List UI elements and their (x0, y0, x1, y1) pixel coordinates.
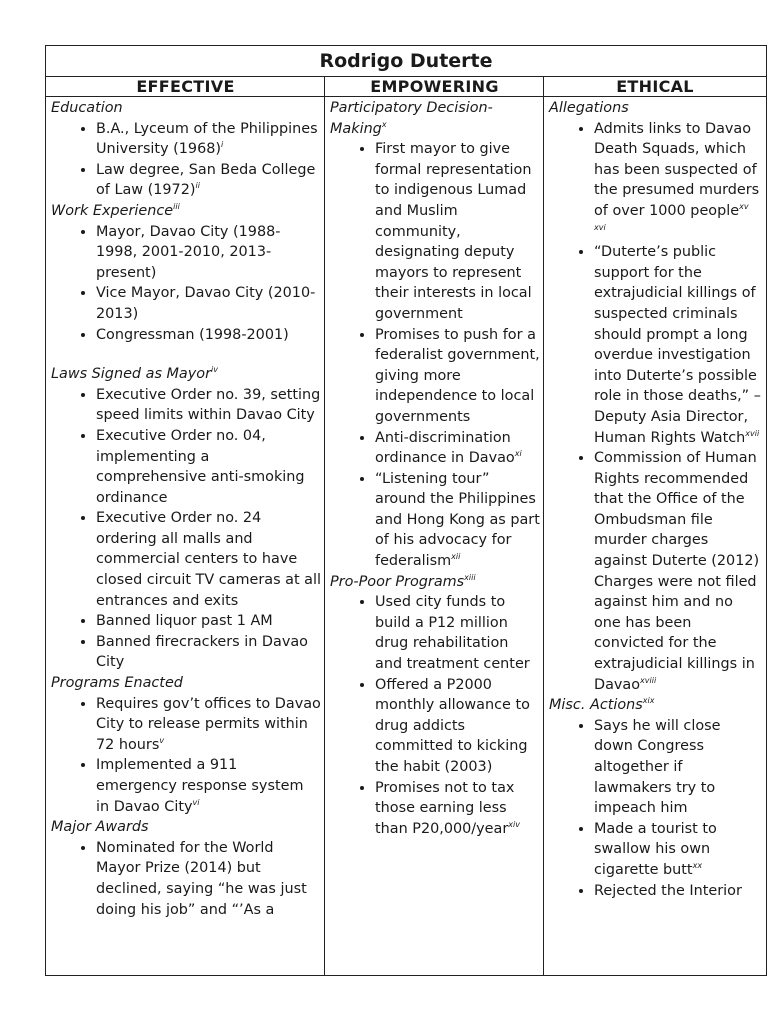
bullet-item (375, 139, 540, 324)
bullet-item (96, 426, 321, 508)
bullet-text: B.A., Lyceum of the Philippines University (1968) (96, 120, 318, 158)
bullet-text: Promises not to tax those earning less than P20,000/year (375, 779, 515, 837)
footnote-ref: xii (451, 552, 461, 562)
bullet-text: Implemented a 911 emergency response system in Davao City (96, 757, 304, 815)
section-title: Pro-Poor Programs (330, 573, 465, 590)
profile-table (45, 45, 767, 976)
column-header-ethical: ETHICAL (544, 77, 766, 97)
bullet-text: Says he will close down Congress altogether if lawmakers try to impeach him (594, 717, 721, 817)
bullet-item (375, 592, 540, 674)
bullet-text: Used city funds to build a P12 million drug rehabilitation and treatment center (375, 594, 530, 673)
bullet-item (96, 325, 321, 346)
bullet-text: Nominated for the World Mayor Prize (2014) but declined, saying “he was just doing his job” and “’As a (96, 839, 307, 918)
bullet-list (51, 385, 321, 673)
section-heading (549, 98, 762, 119)
bullet-text: Requires gov’t offices to Davao City to release permits within 72 hours (96, 695, 321, 753)
column-header-empowering: EMPOWERING (325, 77, 544, 97)
bullet-text: Commission of Human Rights recommended that the Office of the Ombudsman file murder charges against Duterte (2012) Charges were not filed against him and no one has been convicted for the extrajudicial killings in Davao (594, 450, 760, 693)
bullet-list (549, 119, 762, 696)
bullet-text: Vice Mayor, Davao City (2010-2013) (96, 285, 316, 322)
bullet-item (96, 694, 321, 756)
bullet-item (96, 222, 321, 284)
section-heading (51, 98, 321, 119)
section-title: Misc. Actions (549, 697, 643, 714)
footnote-ref: ii (195, 181, 200, 191)
bullet-item (375, 778, 540, 840)
bullet-text: Executive Order no. 39, setting speed limits within Davao City (96, 386, 321, 424)
footnote-ref: x (381, 119, 387, 129)
section-title: Education (51, 100, 123, 116)
section-heading (51, 817, 321, 838)
bullet-text: Rejected the Interior (594, 882, 742, 899)
bullet-text: Banned liquor past 1 AM (96, 613, 273, 630)
bullet-text: Admits links to Davao Death Squads, which has been suspected of the presumed murders of over 1000 people (594, 120, 760, 219)
section-title: Programs Enacted (51, 675, 183, 692)
bullet-list (51, 222, 321, 346)
bullet-text: Banned firecrackers in Davao City (96, 633, 308, 671)
bullet-item (96, 119, 321, 160)
bullet-text: Promises to push for a federalist government, giving more independence to local governments (375, 326, 540, 425)
footnote-ref: xviii (640, 675, 657, 685)
footnote-ref: v (159, 735, 165, 745)
bullet-item (594, 448, 762, 695)
footnote-ref: xi (514, 449, 522, 459)
bullet-item (375, 325, 540, 428)
bullet-item (96, 160, 321, 201)
footnote-ref: xix (642, 696, 655, 706)
section-heading (330, 98, 540, 139)
section-heading (51, 364, 321, 385)
bullet-item (96, 611, 321, 632)
section-heading (51, 673, 321, 694)
bullet-item (375, 675, 540, 778)
bullet-item (594, 119, 762, 243)
footnote-ref: iv (211, 365, 218, 375)
bullet-text: Mayor, Davao City (1988-1998, 2001-2010, 2013-present) (96, 223, 281, 281)
bullet-text: Anti-discrimination ordinance in Davao (375, 429, 515, 467)
section-title: Work Experience (51, 202, 174, 219)
bullet-text: Congressman (1998-2001) (96, 326, 289, 343)
bullet-item (594, 242, 762, 448)
bullet-list (330, 592, 540, 839)
section-heading (51, 201, 321, 222)
bullet-item (96, 838, 321, 920)
bullet-text: Executive Order no. 04, implementing a comprehensive anti-smoking ordinance (96, 427, 305, 506)
footnote-ref: i (221, 140, 224, 150)
bullet-text: Offered a P2000 monthly allowance to drug addicts committed to kicking the habit (2003) (375, 676, 530, 775)
section-title: Major Awards (51, 819, 149, 836)
section-title: Laws Signed as Mayor (51, 366, 211, 383)
column-header-effective: EFFECTIVE (46, 77, 325, 97)
bullet-list (549, 716, 762, 901)
bullet-item (594, 819, 762, 881)
bullet-item (96, 385, 321, 426)
bullet-list (51, 694, 321, 818)
bullet-text: Made a tourist to swallow his own cigarette butt (594, 820, 717, 878)
bullet-item (594, 881, 762, 902)
bullet-item (375, 469, 540, 572)
section-heading (549, 695, 762, 716)
bullet-item (594, 716, 762, 819)
section-title: Allegations (549, 100, 629, 116)
column-empowering (325, 97, 544, 977)
footnote-ref: iii (173, 201, 180, 211)
bullet-item (96, 632, 321, 673)
table-title: Rodrigo Duterte (46, 46, 766, 77)
section-heading (330, 572, 540, 593)
bullet-list (330, 139, 540, 571)
bullet-text: Law degree, San Beda College of Law (1972) (96, 161, 316, 199)
footnote-ref: vi (192, 797, 200, 807)
bullet-list (51, 119, 321, 201)
section-title: Participatory Decision-Making (330, 100, 493, 137)
bullet-item (96, 755, 321, 817)
bullet-text: “Listening tour” around the Philippines and Hong Kong as part of his advocacy for federalism (375, 470, 540, 570)
footnote-ref: xiv (508, 819, 520, 829)
footnote-ref: xiii (464, 572, 476, 582)
bullet-item (96, 283, 321, 324)
column-effective (46, 97, 325, 977)
column-ethical (544, 97, 766, 977)
bullet-list (51, 838, 321, 920)
footnote-ref: xv xvi (594, 201, 749, 232)
footnote-ref: xx (692, 860, 703, 870)
bullet-item (375, 428, 540, 469)
bullet-text: “Duterte’s public support for the extrajudicial killings of suspected criminals should prompt a long overdue investigation into Duterte’s possible role in those deaths,” – Deputy Asia Director, Human Rights Watch (594, 244, 761, 446)
bullet-text: Executive Order no. 24 ordering all malls and commercial centers to have closed circuit TV cameras at all entrances and exits (96, 510, 322, 609)
footnote-ref: xvii (745, 428, 760, 438)
bullet-text: First mayor to give formal representation to indigenous Lumad and Muslim community, designating deputy mayors to represent their interests in local government (375, 141, 532, 322)
bullet-item (96, 508, 321, 611)
